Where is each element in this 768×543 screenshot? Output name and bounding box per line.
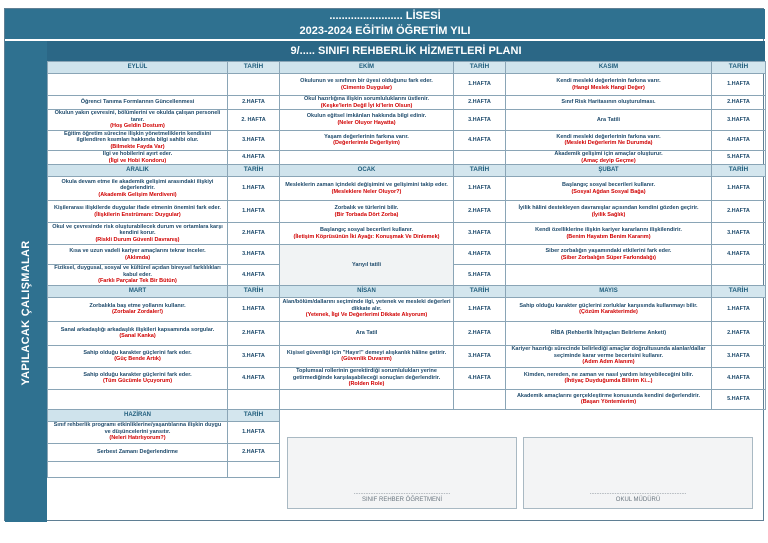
activity-title: (Bilmekte Fayda Var) xyxy=(110,143,165,150)
activity-text: Kısa ve uzun vadeli kariyer amaçlarını tekrar inceler. xyxy=(69,248,206,254)
activity-text: Kimden, nereden, ne zaman ve nasıl yardım isteyebileceğini bilir. xyxy=(523,371,694,378)
activity-title: (Sanal Kanka) xyxy=(119,333,156,339)
activity-text: Öğrenci Tanıma Formlarının Güncellenmesi xyxy=(80,99,195,106)
week-cell: 1.HAFTA xyxy=(712,177,766,201)
activity-title: (Hangi Meslek Hangi Değer) xyxy=(572,84,645,91)
month-header: MART xyxy=(48,285,228,297)
activity-cell xyxy=(280,321,454,345)
week-cell: 2.HAFTA xyxy=(712,321,766,345)
week-cell: 3.HAFTA xyxy=(454,345,506,367)
activity-text: Mesleklerin zaman içindeki değişimini ve gelişimini takip eder. xyxy=(285,182,448,188)
week-cell: 4.HAFTA xyxy=(228,151,280,165)
date-header: TARİH xyxy=(712,285,766,297)
activity-cell xyxy=(48,367,228,389)
activity-text: Sahip olduğu karakter güçlerini zorluklar karşısında kullanmayı bilir. xyxy=(519,302,698,309)
month-header: NİSAN xyxy=(280,285,454,297)
activity-title: (İyilik Sağlık) xyxy=(591,211,626,218)
activity-text: Sahip olduğu karakter güçlerini fark eder. xyxy=(83,371,192,378)
activity-cell xyxy=(280,74,454,96)
activity-text: Okul ve çevresinde risk oluşturabilecek durum ve ortamlara karşı kendini korur. xyxy=(52,223,223,237)
week-cell: 1.HAFTA xyxy=(454,297,506,321)
activity-cell xyxy=(48,110,228,131)
activity-text: Eğitim öğretim sürecine ilişkin yönetmeliklerin kendisini ilgilendiren kısımları hakkında bilgi sahibi olur. xyxy=(63,130,211,143)
date-header: TARİH xyxy=(228,285,280,297)
week-cell: 3.HAFTA xyxy=(712,110,766,131)
activity-cell xyxy=(280,297,454,321)
week-cell: 3.HAFTA xyxy=(228,130,280,151)
activity-cell xyxy=(48,177,228,201)
activity-cell xyxy=(48,345,228,367)
week-cell xyxy=(454,151,506,165)
week-cell: 1.HAFTA xyxy=(228,421,280,443)
activity-cell xyxy=(48,321,228,345)
activity-text: Sınıf Risk Haritasının oluşturulması. xyxy=(561,99,656,106)
activity-text: Zorbalıkla baş etme yollarını kullanır. xyxy=(89,302,186,309)
week-cell: 2.HAFTA xyxy=(454,321,506,345)
activity-title: (Mesleki Değerlerim Ne Durumda) xyxy=(564,140,653,147)
week-cell: 4.HAFTA xyxy=(454,130,506,151)
activity-text: RİBA (Rehberlik İhtiyaçları Belirleme Anketi) xyxy=(550,329,667,336)
week-cell xyxy=(228,461,280,477)
activity-text: Yaşam değerlerinin farkına varır. xyxy=(324,133,409,140)
activity-cell xyxy=(506,223,712,245)
activity-cell xyxy=(506,297,712,321)
activity-cell xyxy=(506,110,712,131)
activity-text: İyilik hâlini destekleyen davranışlar açısından kendini gözden geçirir. xyxy=(518,205,699,211)
activity-title: (Mesleklere Neler Oluyor?) xyxy=(331,188,402,195)
date-header: TARİH xyxy=(454,165,506,177)
activity-title: (Tüm Gücümle Uçuyorum) xyxy=(102,378,173,384)
week-cell: 4.HAFTA xyxy=(454,245,506,265)
activity-cell xyxy=(280,177,454,201)
activity-cell xyxy=(48,245,228,265)
activity-title: (Güç Bende Artık) xyxy=(114,356,161,362)
activity-text: Kişisel güvenliği için "Hayır!" demeyi alışkanlık hâline getirir. xyxy=(286,349,447,356)
activity-title: (Riskli Durum Güvenli Davranış) xyxy=(95,236,180,243)
activity-cell xyxy=(506,389,712,409)
activity-text: Ara Tatil xyxy=(355,329,378,336)
week-cell: 4.HAFTA xyxy=(228,367,280,389)
activity-title: (Çözüm Karakterimde) xyxy=(579,309,638,315)
week-cell: 2.HAFTA xyxy=(712,201,766,223)
principal-signature-label: OKUL MÜDÜRÜ xyxy=(615,497,661,503)
activity-text: Başlangıç sosyal becerileri kullanır. xyxy=(320,227,413,233)
activity-cell xyxy=(506,151,712,165)
activity-text: Serbest Zamanı Değerlendirme xyxy=(96,448,178,455)
week-cell: 1.HAFTA xyxy=(228,177,280,201)
week-cell: 1.HAFTA xyxy=(228,297,280,321)
week-cell: 4.HAFTA xyxy=(712,130,766,151)
activity-title: (Siber Zorbalığın Süper Farkındalığı) xyxy=(560,254,657,261)
week-cell xyxy=(228,389,280,409)
week-cell xyxy=(712,265,766,286)
month-header: HAZİRAN xyxy=(48,409,228,421)
activity-cell xyxy=(506,130,712,151)
activity-cell xyxy=(48,130,228,151)
activity-title: (İletişim Köprüsünün İki Ayağı: Konuşmak Ve Dinlemek) xyxy=(293,233,440,240)
activity-cell xyxy=(48,443,228,461)
week-cell: 2. HAFTA xyxy=(228,110,280,131)
date-header: TARİH xyxy=(228,62,280,74)
month-header: ARALIK xyxy=(48,165,228,177)
activity-cell xyxy=(48,201,228,223)
week-cell: 1.HAFTA xyxy=(712,74,766,96)
week-cell xyxy=(454,389,506,409)
activity-title: (Benim Hayatım Benim Kararım) xyxy=(566,233,651,240)
school-title: ........................ LİSESİ xyxy=(5,9,765,24)
activity-cell xyxy=(506,367,712,389)
activity-title: (Keşke'lerin Değil İyi ki'lerin Olsun) xyxy=(320,102,413,109)
activity-text: Kendi özelliklerine ilişkin kariyer kararlarını ilişkilendirir. xyxy=(535,227,682,233)
activity-text: Zorbalık ve türlerini bilir. xyxy=(334,205,399,211)
week-cell: 2.HAFTA xyxy=(454,201,506,223)
activity-text: Okulun yakın çevresini, bölümlerini ve okulda çalışan personeli tanır. xyxy=(54,110,221,123)
activity-text: Başlangıç sosyal becerileri kullanır. xyxy=(562,182,655,188)
activity-text: Toplumsal rollerinin gerektirdiği sorumlulukları yerine getirmediğinde karşılaşabileceği sonuçları değerlendirir. xyxy=(292,368,441,381)
activity-title: (Akademik Gelişim Merdiveni) xyxy=(98,191,177,198)
activity-title: (Adım Adım Alanım) xyxy=(582,359,635,366)
activity-text: Akademik amaçlarını gerçekleştirme konusunda kendini değerlendirir. xyxy=(516,392,701,399)
activity-title: (Güvenlik Duvarım) xyxy=(341,356,392,362)
activity-cell xyxy=(48,223,228,245)
month-header: OCAK xyxy=(280,165,454,177)
activity-text: Okulun eğitsel imkânları hakkında bilgi edinir. xyxy=(306,113,427,120)
week-cell: 1.HAFTA xyxy=(712,297,766,321)
week-cell: 3.HAFTA xyxy=(454,223,506,245)
week-cell: 4.HAFTA xyxy=(712,245,766,265)
activity-text: İlgi ve hobilerini ayırt eder. xyxy=(102,151,173,157)
activity-text: Ara Tatili xyxy=(596,116,621,123)
week-cell: 5.HAFTA xyxy=(712,151,766,165)
activity-title: (Neleri Hatırlıyorum?) xyxy=(109,435,166,442)
activity-cell xyxy=(506,201,712,223)
date-header: TARİH xyxy=(454,62,506,74)
activity-cell xyxy=(506,345,712,367)
activity-cell xyxy=(48,96,228,110)
activity-cell xyxy=(280,245,454,286)
activity-text: Kariyer hazırlığı sürecinde belirlediği amaçlar doğrultusunda alanlar/dallar seçiminde karar verme becerisini kullanır. xyxy=(511,346,706,359)
activity-cell xyxy=(48,389,228,409)
academic-year: 2023-2024 EĞİTİM ÖĞRETİM YILI xyxy=(5,24,765,39)
week-cell: 2.HAFTA xyxy=(454,96,506,110)
activity-title: (Bir Torbada Dört Zorba) xyxy=(334,211,399,218)
activity-cell xyxy=(506,96,712,110)
activity-title: (Sosyal Ağdan Sosyal Bağa) xyxy=(571,188,646,195)
week-cell: 5.HAFTA xyxy=(454,265,506,286)
week-cell: 4.HAFTA xyxy=(228,265,280,286)
activity-text: Siber zorbalığın yaşamındaki etkilerini fark eder. xyxy=(545,248,672,254)
week-cell: 2.HAFTA xyxy=(228,321,280,345)
activity-cell xyxy=(280,201,454,223)
date-header: TARİH xyxy=(228,165,280,177)
activity-title: (Neler Oluyor Hayatta) xyxy=(337,119,396,126)
week-cell: 2.HAFTA xyxy=(228,223,280,245)
week-cell: 3.HAFTA xyxy=(228,345,280,367)
activity-text: Sahip olduğu karakter güçlerini fark eder. xyxy=(83,349,192,356)
principal-signature-box xyxy=(523,437,753,509)
week-cell: 3.HAFTA xyxy=(712,345,766,367)
activity-title: (Başarı Yöntemlerim) xyxy=(580,399,637,405)
activity-text: Kişilerarası ilişkilerde duygular ifade etmenin önemini fark eder. xyxy=(54,205,221,211)
teacher-signature-line: .......................................................... xyxy=(353,490,451,496)
activity-title: (İhtiyaç Duyduğumda Bilirim Ki...) xyxy=(564,378,653,384)
activity-cell xyxy=(506,74,712,96)
activity-title: (Cimento Duygular) xyxy=(340,84,393,91)
activity-cell xyxy=(506,177,712,201)
activity-text: Okula devam etme ile akademik gelişimi arasındaki ilişkiyi değerlendirir. xyxy=(61,178,214,192)
activity-text: Yarıyıl tatili xyxy=(351,261,382,268)
activity-title: (Rolden Role) xyxy=(348,381,385,388)
week-cell: 1.HAFTA xyxy=(454,177,506,201)
activity-title: (Aklımda) xyxy=(124,254,151,261)
activity-cell xyxy=(48,265,228,286)
week-cell: 5.HAFTA xyxy=(712,389,766,409)
activity-title: (Yetenek, İlgi Ve Değerlerimi Dikkate Alıyorum) xyxy=(305,312,428,319)
week-cell: 1.HAFTA xyxy=(228,201,280,223)
week-cell: 3.HAFTA xyxy=(228,245,280,265)
activity-cell xyxy=(506,265,712,286)
month-header: KASIM xyxy=(506,62,712,74)
activity-cell xyxy=(48,74,228,96)
plan-title: 9/..... SINIFI REHBERLİK HİZMETLERİ PLANI xyxy=(47,41,765,61)
activity-text: Kendi mesleki değerlerinin farkına varır. xyxy=(556,133,661,140)
side-label: YAPILACAK ÇALIŞMALAR xyxy=(20,240,32,386)
principal-signature-line: .......................................................... xyxy=(589,490,687,496)
plan-sheet xyxy=(4,8,764,521)
week-cell: 3.HAFTA xyxy=(454,110,506,131)
week-cell: 2.HAFTA xyxy=(712,96,766,110)
activity-text: Sınıf rehberlik programı etkinliklerine/yaşantılarına ilişkin duygu ve düşüncelerini yansıtır. xyxy=(53,422,222,435)
activity-text: Okulunun ve sınıfının bir üyesi olduğunu fark eder. xyxy=(300,78,433,84)
activity-cell xyxy=(280,110,454,131)
activity-cell xyxy=(280,367,454,389)
activity-cell xyxy=(506,321,712,345)
side-band xyxy=(5,41,47,522)
activity-title: (Hoş Geldin Dostum) xyxy=(110,123,165,129)
activity-text: Akademik gelişimi için amaçlar oluşturur. xyxy=(554,151,663,157)
activity-text: Sanal arkadaşlığı arkadaşlık ilişkileri kapsamında sorgular. xyxy=(60,326,215,333)
plan-table xyxy=(47,61,766,478)
teacher-signature-label: SINIF REHBER ÖĞRETMENİ xyxy=(361,497,443,503)
activity-cell xyxy=(280,389,454,409)
teacher-signature-box xyxy=(287,437,517,509)
activity-cell xyxy=(280,345,454,367)
week-cell: 4.HAFTA xyxy=(712,367,766,389)
activity-title: (Değerlerimle Değerliyim) xyxy=(333,140,400,147)
activity-title: (İlişkilerin Enstrümanı: Duygular) xyxy=(94,211,181,218)
activity-title: (Farklı Parçalar Tek Bir Bütün) xyxy=(98,278,177,284)
date-header: TARİH xyxy=(712,62,766,74)
activity-cell xyxy=(280,151,454,165)
activity-text: Kendi mesleki değerlerinin farkına varır. xyxy=(556,78,661,84)
activity-cell xyxy=(48,151,228,165)
month-header: ŞUBAT xyxy=(506,165,712,177)
activity-text: Alan/bölüm/dallarını seçiminde ilgi, yetenek ve mesleki değerleri dikkate alır. xyxy=(282,299,451,312)
activity-cell xyxy=(280,96,454,110)
month-header: EYLÜL xyxy=(48,62,228,74)
activity-text: Fiziksel, duygusal, sosyal ve kültürel açıdan bireysel farklılıkları kabul eder. xyxy=(54,265,221,278)
activity-cell xyxy=(48,421,228,443)
week-cell xyxy=(228,74,280,96)
date-header: TARİH xyxy=(712,165,766,177)
activity-cell xyxy=(280,130,454,151)
week-cell: 3.HAFTA xyxy=(712,223,766,245)
week-cell: 1.HAFTA xyxy=(454,74,506,96)
month-header: MAYIS xyxy=(506,285,712,297)
week-cell: 4.HAFTA xyxy=(454,367,506,389)
activity-title: (Zorbalar Zordaler!) xyxy=(111,309,164,315)
activity-title: (Amaç deyip Geçme) xyxy=(581,157,636,164)
month-header: EKİM xyxy=(280,62,454,74)
activity-cell xyxy=(506,245,712,265)
activity-text: Okul hazırlığına ilişkin sorumluluklarını üstlenir. xyxy=(303,96,429,102)
date-header: TARİH xyxy=(454,285,506,297)
week-cell: 2.HAFTA xyxy=(228,96,280,110)
activity-cell xyxy=(280,223,454,245)
week-cell: 2.HAFTA xyxy=(228,443,280,461)
activity-cell xyxy=(48,297,228,321)
date-header: TARİH xyxy=(228,409,280,421)
activity-title: (İlgi ve Hobi Kondoru) xyxy=(108,157,167,164)
activity-cell xyxy=(48,461,228,477)
